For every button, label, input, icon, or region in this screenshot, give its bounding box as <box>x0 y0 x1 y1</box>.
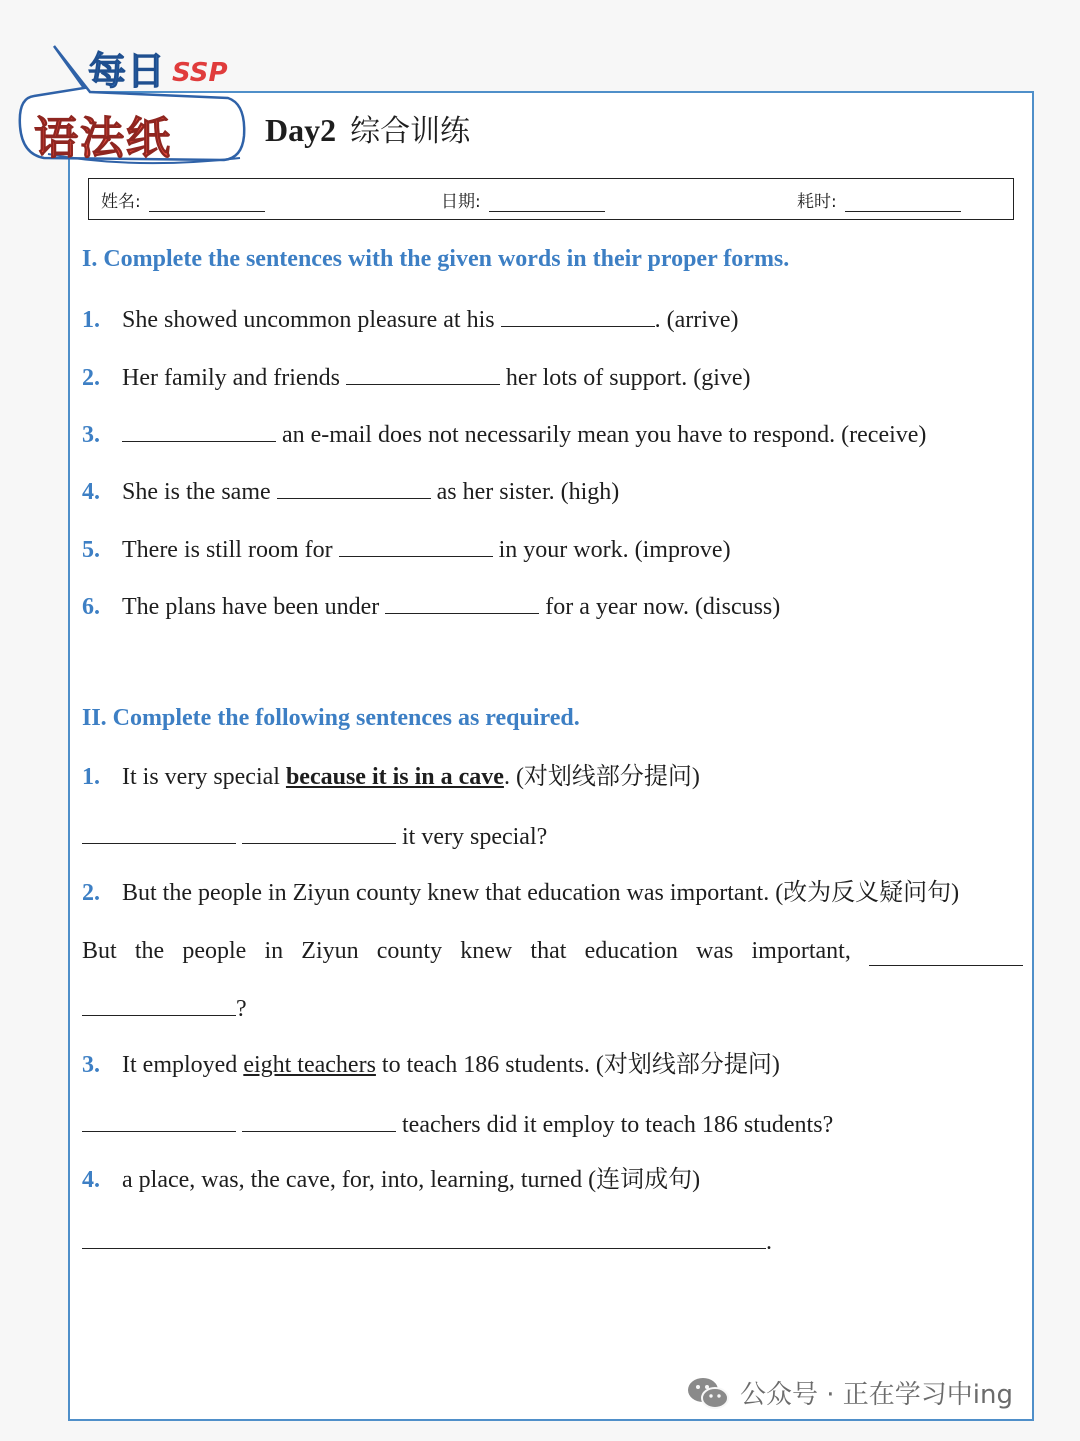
answer-blank[interactable] <box>277 476 431 499</box>
s1-item-2 <box>82 362 751 393</box>
s1-item-5 <box>82 534 731 565</box>
answer-blank[interactable] <box>346 362 500 385</box>
time-label: 耗时: <box>797 192 837 212</box>
date-label: 日期: <box>441 192 481 212</box>
page-title <box>265 106 470 150</box>
section2-title: II. Complete the following sentences as required. <box>82 705 580 731</box>
wechat-icon <box>686 1375 730 1411</box>
s2-answer-1 <box>82 821 547 852</box>
answer-blank[interactable] <box>82 1109 236 1132</box>
answer-word: county <box>376 938 443 964</box>
s2-answer-2-line2 <box>82 993 247 1024</box>
watermark-text: 公众号 · 正在学习中ing <box>740 1380 1014 1410</box>
item-text-before: She is the same <box>122 479 271 505</box>
item-number: 2. <box>82 365 100 391</box>
item-text-before: It employed <box>122 1052 238 1078</box>
item-text-after: an e-mail does not necessarily mean you have to respond. (receive) <box>282 422 927 448</box>
answer-blank[interactable] <box>82 993 236 1016</box>
answer-word: in <box>264 938 284 964</box>
answer-blank[interactable] <box>82 821 236 844</box>
s2-item-1 <box>82 762 700 792</box>
s2-answer-4 <box>82 1226 772 1257</box>
s1-item-4 <box>82 476 619 507</box>
item-number: 6. <box>82 594 100 620</box>
answer-word: the <box>134 938 165 964</box>
answer-word: Ziyun <box>301 938 359 964</box>
name-field[interactable] <box>101 187 265 212</box>
page-frame <box>68 91 1034 1421</box>
answer-word: important, <box>751 938 851 964</box>
answer-tail: it very special? <box>402 824 548 850</box>
answer-word: But <box>82 938 117 964</box>
title-day: Day2 <box>265 112 337 148</box>
time-field[interactable] <box>797 187 961 212</box>
answer-blank[interactable] <box>242 821 396 844</box>
s1-item-1 <box>82 304 739 335</box>
s2-answer-2-line1 <box>82 936 1023 966</box>
answer-end: . <box>766 1229 772 1255</box>
answer-blank[interactable] <box>122 419 276 442</box>
underlined-part: eight teachers <box>243 1052 376 1078</box>
section1-title: I. Complete the sentences with the given words in their proper forms. <box>82 246 790 272</box>
logo-main-text: 语法纸 <box>34 113 172 164</box>
item-text-after: for a year now. (discuss) <box>545 594 781 620</box>
s2-answer-3 <box>82 1109 833 1140</box>
answer-word: people <box>182 938 247 964</box>
item-number: 3. <box>82 422 100 448</box>
logo-ssp-text: SSP <box>172 58 228 88</box>
item-text-after: to teach 186 students. (对划线部分提问) <box>381 1052 780 1078</box>
answer-blank[interactable] <box>385 591 539 614</box>
item-number: 4. <box>82 479 100 505</box>
item-number: 2. <box>82 880 100 906</box>
logo <box>14 36 250 172</box>
date-field[interactable] <box>441 187 605 212</box>
answer-word: knew <box>460 938 513 964</box>
s1-item-3 <box>82 419 926 450</box>
s2-item-4 <box>82 1165 700 1195</box>
info-box <box>88 178 1014 220</box>
item-text-before: There is still room for <box>122 537 333 563</box>
item-text-after: as her sister. (high) <box>436 479 620 505</box>
logo-top-text: 每日 <box>88 49 167 93</box>
watermark <box>686 1374 1013 1411</box>
answer-end: ? <box>236 996 247 1022</box>
s2-item-2 <box>82 878 959 908</box>
time-line[interactable] <box>845 191 961 212</box>
item-text-before: It is very special <box>122 764 280 790</box>
item-number: 3. <box>82 1052 100 1078</box>
item-number: 1. <box>82 307 100 333</box>
item-text-after: her lots of support. (give) <box>505 365 751 391</box>
answer-tail: teachers did it employ to teach 186 students? <box>402 1112 834 1138</box>
s2-item-3 <box>82 1050 780 1080</box>
underlined-part: because it is in a cave <box>285 764 504 790</box>
name-label: 姓名: <box>101 192 141 212</box>
name-line[interactable] <box>149 191 265 212</box>
item-number: 1. <box>82 764 100 790</box>
item-text-before: She showed uncommon pleasure at his <box>122 307 495 333</box>
item-text-before: Her family and friends <box>122 365 340 391</box>
answer-blank[interactable] <box>242 1109 396 1132</box>
item-text-after: . (对划线部分提问) <box>503 764 700 790</box>
item-text-before: The plans have been under <box>122 594 380 620</box>
item-text-after: . (arrive) <box>654 307 739 333</box>
answer-word: was <box>696 938 734 964</box>
answer-word: that <box>530 938 567 964</box>
answer-word: education <box>584 938 678 964</box>
s1-item-6 <box>82 591 780 622</box>
date-line[interactable] <box>489 191 605 212</box>
item-number: 5. <box>82 537 100 563</box>
answer-blank[interactable] <box>869 943 1023 966</box>
title-cn: 综合训练 <box>350 114 471 149</box>
answer-blank[interactable] <box>501 304 655 327</box>
item-text: a place, was, the cave, for, into, learning, turned (连词成句) <box>122 1167 701 1193</box>
item-text-after: in your work. (improve) <box>498 537 731 563</box>
item-number: 4. <box>82 1167 100 1193</box>
answer-blank[interactable] <box>339 534 493 557</box>
answer-blank[interactable] <box>82 1226 766 1249</box>
item-text: But the people in Ziyun county knew that education was important. (改为反义疑问句) <box>122 880 960 906</box>
